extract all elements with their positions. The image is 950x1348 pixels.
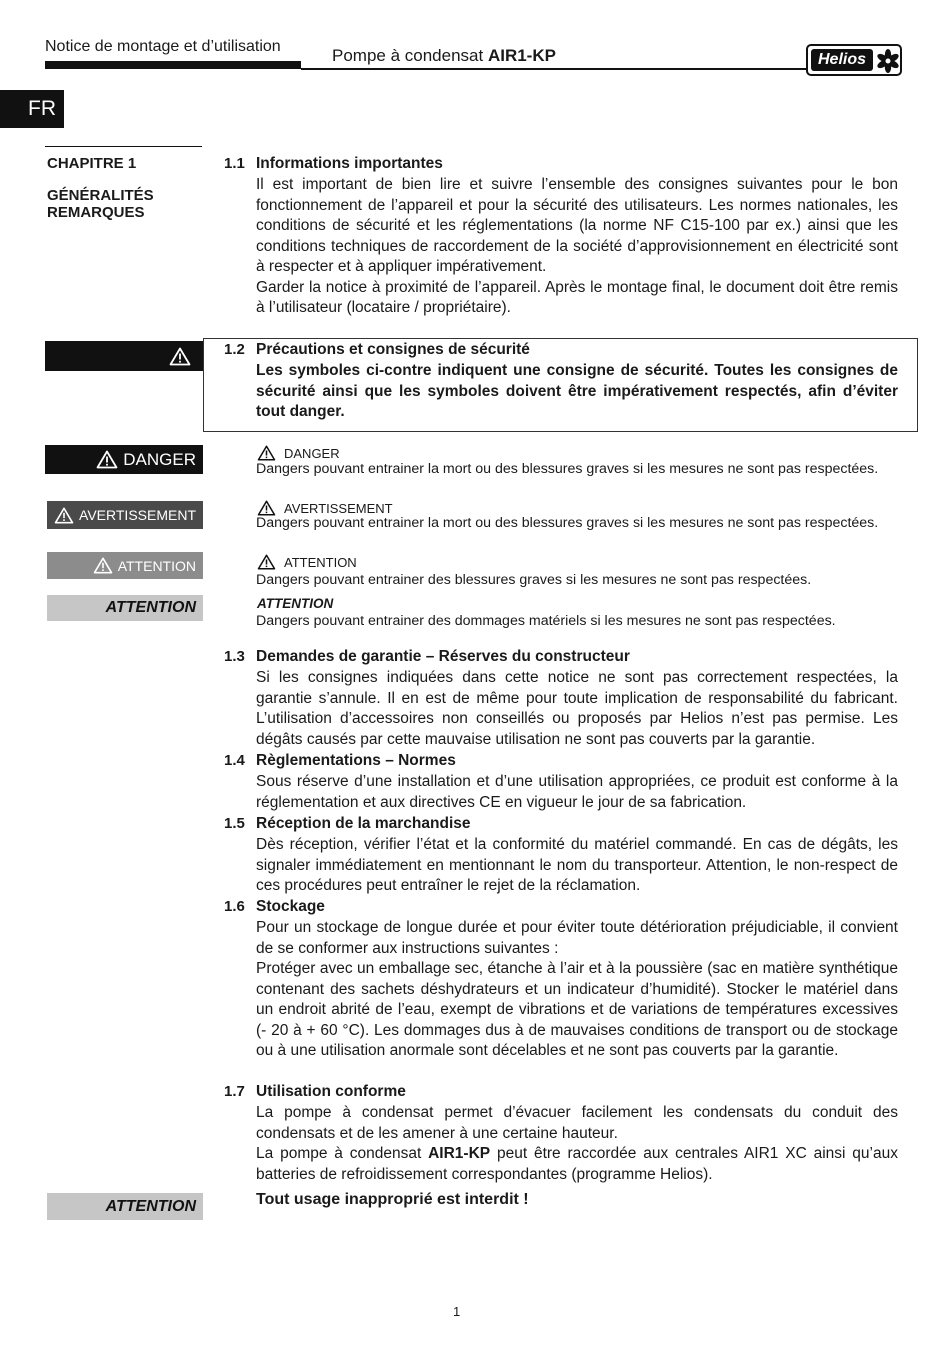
paragraph: La pompe à condensat permet d’évacuer facilement les condensats du conduit des condensats et de les amener à une certaine hauteur.	[256, 1104, 898, 1142]
chapter-title	[47, 187, 197, 221]
paragraph: Si les consignes indiquées dans cette notice ne sont pas correctement respectées, la garantie s’annule. Il en est de même pour toute implication de responsabilité du fabricant. L’utilisation d’accessoires non conseillés ou proposés par Helios n’est pas permise. Les dégâts causés par cette mauvaise utilisation ne sont pas couverts par la garantie.	[256, 669, 898, 748]
symbol-description: Dangers pouvant entrainer la mort ou des blessures graves si les mesures ne sont pas respectées.	[256, 515, 879, 531]
symbol-description: Dangers pouvant entrainer des dommages matériels si les mesures ne sont pas respectées.	[256, 613, 836, 629]
attention-label-text: ATTENTION	[117, 557, 196, 574]
section-title: Utilisation conforme	[256, 1083, 406, 1100]
section-title: Informations importantes	[256, 155, 443, 172]
warning-symbol-label	[45, 341, 203, 371]
section-body	[256, 361, 898, 423]
warning-triangle-icon	[257, 445, 276, 461]
danger-label-text: DANGER	[123, 449, 196, 469]
section-number: 1.6	[224, 898, 245, 915]
section-body	[256, 918, 898, 1062]
danger-label	[45, 445, 203, 474]
section-body	[256, 1103, 898, 1185]
header-thin-rule	[301, 68, 806, 70]
paragraph	[256, 1144, 898, 1185]
header-title-prefix: Pompe à condensat	[332, 46, 488, 65]
section-number: 1.7	[224, 1083, 245, 1100]
paragraph: Les symboles ci-contre indiquent une consigne de sécurité. Toutes les consignes de sécurité ainsi que les symboles doivent être impérativement respectés, afin d’éviter tout danger.	[256, 362, 898, 420]
section-number: 1.5	[224, 815, 245, 832]
warning-triangle-icon	[257, 554, 276, 570]
symbol-heading-text: ATTENTION	[284, 554, 357, 570]
section-title: Stockage	[256, 898, 325, 915]
product-model: AIR1-KP	[428, 1145, 491, 1162]
avertissement-label-text: AVERTISSEMENT	[79, 507, 196, 523]
chapter-number: CHAPITRE 1	[47, 155, 137, 172]
text-run: peut être raccordée aux centrales AIR1 XC ainsi qu’aux batteries de refroidissement correspondantes (programme Helios).	[256, 1145, 898, 1183]
header-document-type: Notice de montage et d’utilisation	[45, 38, 281, 55]
helios-logo	[806, 44, 902, 76]
attention-material-label: ATTENTION	[47, 595, 203, 621]
chapter-title-line2: REMARQUES	[47, 204, 145, 221]
symbol-description: Dangers pouvant entrainer la mort ou des blessures graves si les mesures ne sont pas respectées.	[256, 461, 879, 477]
section-title: Réception de la marchandise	[256, 815, 471, 832]
header-product-title	[332, 46, 556, 66]
section-body	[256, 175, 898, 319]
symbol-heading-danger	[257, 445, 340, 461]
section-number: 1.2	[224, 341, 245, 358]
paragraph: Sous réserve d’une installation et d’une utilisation appropriées, ce produit est conforme à la réglementation et aux directives CE en vigueur le jour de sa fabrication.	[256, 773, 898, 811]
improper-use-warning: Tout usage inapproprié est interdit !	[256, 1191, 529, 1208]
section-title: Précautions et consignes de sécurité	[256, 341, 530, 358]
paragraph: Protéger avec un emballage sec, étanche à l’air et à la poussière (sac en matière synthétique contenant des sachets déshydrateurs et un indicateur d’humidité). Stocker le matériel dans un endroit abrité de l’eau, exempt de vibrations et de variations de températures excessives (- 20 à + 60 °C). Les dommages dus à de mauvaises conditions de transport ou de stockage ou à une utilisation anormale sont décelables et ne sont pas couverts par la garantie.	[256, 960, 898, 1059]
section-body	[256, 668, 898, 750]
fan-icon	[875, 48, 901, 74]
section-body	[256, 835, 898, 897]
warning-triangle-icon	[54, 507, 74, 524]
section-number: 1.1	[224, 155, 245, 172]
section-title: Demandes de garantie – Réserves du constructeur	[256, 648, 630, 665]
paragraph: Dès réception, vérifier l’état et la conformité du matériel commandé. En cas de dégâts, les signaler immédiatement en mentionnant le nom du transporteur. Attention, le non-respect de ces procédures peut entraîner le rejet de la réclamation.	[256, 836, 898, 894]
attention-label	[47, 552, 203, 579]
paragraph: Il est important de bien lire et suivre l’ensemble des consignes suivantes pour le bon fonctionnement de l’appareil et pour la sécurité des utilisateurs. Les normes nationales, les conditions de sécurité et les réglementations (la norme NF C15-100 par ex.) ainsi que les conditions techniques de raccordement de la société d’approvisionnement en électricité sont à respecter et à appliquer impérativement.	[256, 176, 898, 275]
symbol-heading-text: AVERTISSEMENT	[284, 500, 393, 516]
section-body	[256, 772, 898, 813]
section-number: 1.4	[224, 752, 245, 769]
section-number: 1.3	[224, 648, 245, 665]
sidebar-rule	[45, 146, 202, 147]
attention-usage-label: ATTENTION	[47, 1193, 203, 1220]
language-badge: FR	[0, 90, 64, 128]
symbol-description: Dangers pouvant entrainer des blessures graves si les mesures ne sont pas respectées.	[256, 572, 812, 588]
chapter-title-line1: GÉNÉRALITÉS	[47, 187, 154, 204]
warning-triangle-icon	[93, 557, 113, 574]
symbol-heading-attention-material: ATTENTION	[257, 596, 334, 611]
warning-triangle-icon	[96, 450, 118, 469]
paragraph: Garder la notice à proximité de l’appareil. Après le montage final, le document doit être remis à l’utilisateur (locataire / propriétaire).	[256, 278, 898, 316]
page-number: 1	[453, 1304, 461, 1319]
warning-triangle-icon	[257, 500, 276, 516]
symbol-heading-attention	[257, 554, 357, 570]
warning-triangle-icon	[169, 347, 191, 366]
avertissement-label	[47, 501, 203, 529]
header-thick-rule	[45, 61, 301, 69]
symbol-heading-text: DANGER	[284, 445, 340, 461]
header-title-model: AIR1-KP	[487, 46, 556, 65]
paragraph: Pour un stockage de longue durée et pour éviter toute détérioration préjudiciable, il convient de se conformer aux instructions suivantes :	[256, 919, 898, 957]
section-title: Règlementations – Normes	[256, 752, 456, 769]
logo-wordmark: Helios	[811, 49, 873, 71]
symbol-heading-avertissement	[257, 500, 393, 516]
text-run: La pompe à condensat	[256, 1145, 429, 1162]
